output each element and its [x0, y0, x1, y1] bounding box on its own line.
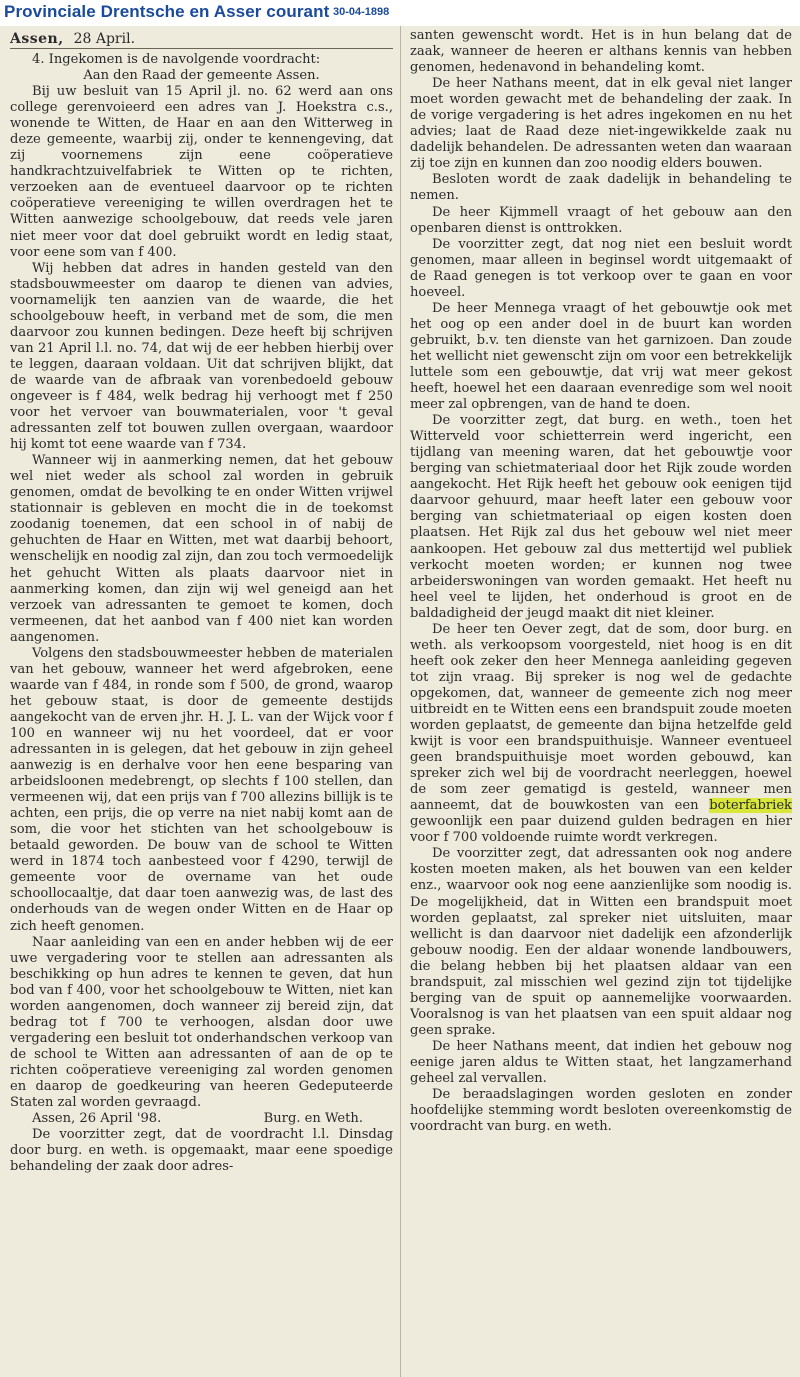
- column-divider: [400, 26, 401, 1377]
- address-line: Aan den Raad der gemeente Assen.: [83, 68, 320, 84]
- newspaper-title: Provinciale Drentsche en Asser courant: [4, 2, 330, 21]
- dateline: [10, 30, 393, 49]
- paragraph: De heer Nathans meent, dat indien het gebouw nog eenige jaren aldus te Witten staat, het langzamerhand geheel zal vervallen.: [410, 1038, 792, 1087]
- paragraph: Volgens den stadsbouwmeester hebben de materialen van het gebouw, wanneer het werd afgebroken, eene waarde van f 484, in ronde som f 500, de grond, waarop het gebouw staat, is door de gemeente destijds aangekocht van de erven jhr. H. J. L. van der Wijck voor f 100 en wanneer wij nu het voordeel, dat er voor adressanten in is gelegen, dat het gebouw in zijn geheel aanwezig is en derhalve voor hen eene besparing van arbeidsloonen medebrengt, op slechts f 100 stellen, dan vermeenen wij, dat een prijs van f 700 allezins billijk is te achten, een prijs, die op verre na niet nabij komt aan de som, die voor het stichten van het schoolgebouw is betaald geworden. De bouw van de school te Witten werd in 1874 toch aanbesteed voor f 4290, terwijl de gemeente voor de overname van het oude schoollocaaltje, dat daar toen aanwezig was, de last des onderhouds van de wegen onder Witten en de Haar op zich heeft genomen.: [10, 645, 393, 934]
- left-column: [10, 30, 393, 1377]
- agenda-item-heading: 4. Ingekomen is de navolgende voordracht:: [32, 52, 321, 67]
- paragraph: De heer Kijmmell vraagt of het gebouw aan den openbaren dienst is onttrokken.: [410, 204, 792, 236]
- paragraph-text: De heer ten Oever zegt, dat de som, door burg. en weth. als verkoopsom voorgesteld, niet hoog is en dit heeft ook zeker den heer Mennega aanleiding gegeven tot zijn vraag. Bij spreker is nog wel de gedachte opgekomen, dat, wanneer de gemeente zich nog meer uitbreidt en te Witten eens een brandspuit zoude moeten worden geplaatst, de gemeente dan bijna hetzelfde geld kwijt is voor een brandspuithuisje. Wanneer eventueel geen brandspuithuisje moet worden gebouwd, kan spreker zich wel bij de voordracht neerleggen, hoewel de som zeer gematigd is gesteld, wanneer men aanneemt, dat de bouwkosten van een: [410, 621, 792, 814]
- paragraph: Besloten wordt de zaak dadelijk in behandeling te nemen.: [410, 172, 792, 204]
- paragraph: De beraadslagingen worden gesloten en zonder hoofdelijke stemming wordt besloten overeenkomstig de voordracht van burg. en weth.: [410, 1087, 792, 1135]
- newspaper-clipping: [0, 26, 800, 1377]
- paragraph: De voorzitter zegt, dat burg. en weth., toen het Witterveld voor schietterrein werd ingericht, een tijdlang van meening waren, dat het gebouwtje voor berging van schietmateriaal door het Rijk zoude worden aangekocht. Het Rijk heeft het gebouw ook eenigen tijd daarvoor gehuurd, maar heeft later een gebouw voor berging van schietmateriaal op eigen kosten doen plaatsen. Het Rijk zal dus het gebouw wel niet meer aankoopen. Het gebouw zal dus mettertijd wel publiek verkocht moeten worden; er kunnen nog twee arbeiderswoningen van worden gemaakt. Het heeft nu heel veel te lijden, het onderhoud is groot en de baldadigheid der jeugd maakt dit niet kleiner.: [410, 413, 792, 621]
- paragraph: De heer Nathans meent, dat in elk geval niet langer moet worden gewacht met de behandeling der zaak. In de vorige vergadering is het adres ingekomen en nu het advies; laat de Raad deze niet-ingewikkelde zaak nu dadelijk behandelen. De adressanten weten dan waaraan zij toe zijn en kunnen dan zoo noodig elders bouwen.: [410, 76, 792, 172]
- paragraph: Wanneer wij in aanmerking nemen, dat het gebouw wel niet weder als school zal worden in gebruik genomen, omdat de bevolking te en onder Witten vrijwel stationnair is gebleven en mocht die in de toekomst zoodanig toenemen, dat een school in of nabij de gehuchten de Haar en Witten, met wat daarbij behoort, wenschelijk en noodig zal zijn, dan zou toch vermoedelijk het gehucht Witten als plaats daarvoor niet in aanmerking komen, dan zijn wij wel geneigd aan het verzoek van adressanten te gemoet te komen, doch vermeenen, dat het aanbod van f 400 niet kan worden aangenomen.: [10, 453, 393, 645]
- search-highlight: boterfabriek: [709, 798, 792, 814]
- dateline-place: Assen,: [10, 31, 64, 47]
- paragraph-continued: santen gewenscht wordt. Het is in hun belang dat de zaak, wanneer de heeren er althans kennis van hebben genomen, hedenavond in behandeling komt.: [410, 28, 792, 76]
- paragraph: Bij uw besluit van 15 April jl. no. 62 werd aan ons college gerenvoieerd een adres van J. Hoekstra c.s., wonende te Witten, de Haar en aan den Witterweg in deze gemeente, waarbij zij, onder te kennengeving, dat zij voornemens zijn eene coöperatieve handkrachtzuivelfabriek te Witten op te richten, verzoeken aan de eventueel daarvoor op te richten coöperatieve vereeniging te willen overdragen het te Witten aanwezige schoolgebouw, dat reeds vele jaren niet meer voor dat doel gebruikt wordt en ledig staat, voor eene som van f 400.: [10, 84, 393, 260]
- right-column: [410, 28, 792, 1377]
- paragraph: De voorzitter zegt, dat de voordracht l.l. Dinsdag door burg. en weth. is opgemaakt, maar eene spoedige behandeling der zaak door adres-: [10, 1127, 393, 1175]
- dateline-day: 28 April.: [73, 31, 136, 47]
- paragraph: [410, 622, 792, 847]
- paragraph: Wij hebben dat adres in handen gesteld van den stadsbouwmeester om daarop te dienen van advies, voornamelijk ten aanzien van de waarde, die het schoolgebouw heeft, in verband met de som, die men daarvoor zou kunnen bedingen. Deze heeft bij schrijven van 21 April l.l. no. 74, dat wij de eer hebben hierbij over te leggen, daaraan voldaan. Uit dat schrijven blijkt, dat de waarde van de afbraak van vorenbedoeld gebouw ongeveer is f 484, welk bedrag hij verhoogt met f 250 voor het vervoer van bouwmaterialen, voor 't geval adressanten zelf tot bouwen zullen overgaan, waardoor hij komt tot eene waarde van f 734.: [10, 260, 393, 453]
- paragraph: De voorzitter zegt, dat adressanten ook nog andere kosten moeten maken, als het bouwen van een kelder enz., waarvoor ook nog eene aanzienlijke som noodig is. De mogelijkheid, dat in Witten een brandspuit moet worden geplaatst, zal spreker niet uitsluiten, maar wellicht is dan daarvoor niet dadelijk een afzonderlijk gebouw noodig. Een der aldaar wonende landbouwers, die belang hebben bij het plaatsen aldaar van een brandspuit, zal misschien wel gezind zijn tot tijdelijke berging van de spuit op aannemelijke voorwaarden. Vooralsnog is van het plaatsen van een spuit aldaar nog geen sprake.: [410, 846, 792, 1038]
- paragraph: Naar aanleiding van een en ander hebben wij de eer uwe vergadering voor te stellen aan adressanten als beschikking op hun adres te kennen te geven, dat hun bod van f 400, voor het schoolgebouw te Witten, niet kan worden aangenomen, doch wanneer zij bereid zijn, dat bedrag tot f 700 te verhoogen, alsdan door uwe vergadering een besluit tot onderhandschen verkoop van de school te Witten aan adressanten of aan de op te richten coöperatieve vereeniging zal worden genomen en daarop de goedkeuring van heeren Gedeputeerde Staten zal worden gevraagd.: [10, 934, 393, 1111]
- signoff: [10, 1111, 393, 1127]
- signoff-signatories: Burg. en Weth.: [263, 1111, 363, 1127]
- paragraph: De voorzitter zegt, dat nog niet een besluit wordt genomen, maar alleen in beginsel wordt uitgemaakt of de Raad genegen is tot verkoop over te gaan en voor hoeveel.: [410, 236, 792, 300]
- paragraph: De heer Mennega vraagt of het gebouwtje ook met het oog op een ander doel in de buurt kan worden gebruikt, b.v. ten dienste van het garnizoen. Dan zoude het wellicht niet gewenscht zijn om voor een betrekkelijk luttele som een gebouwtje, dat vrij wat meer gekost heeft, hoewel het een daaraan evenredige som wel nooit meer zal opbrengen, van de hand te doen.: [410, 300, 792, 413]
- signoff-place-date: Assen, 26 April '98.: [32, 1111, 162, 1127]
- page-header: [0, 0, 800, 26]
- publication-date: 30-04-1898: [333, 6, 390, 18]
- paragraph-text: gewoonlijk een paar duizend gulden bedragen en hier voor f 700 voldoende ruimte wordt verkregen.: [410, 814, 792, 846]
